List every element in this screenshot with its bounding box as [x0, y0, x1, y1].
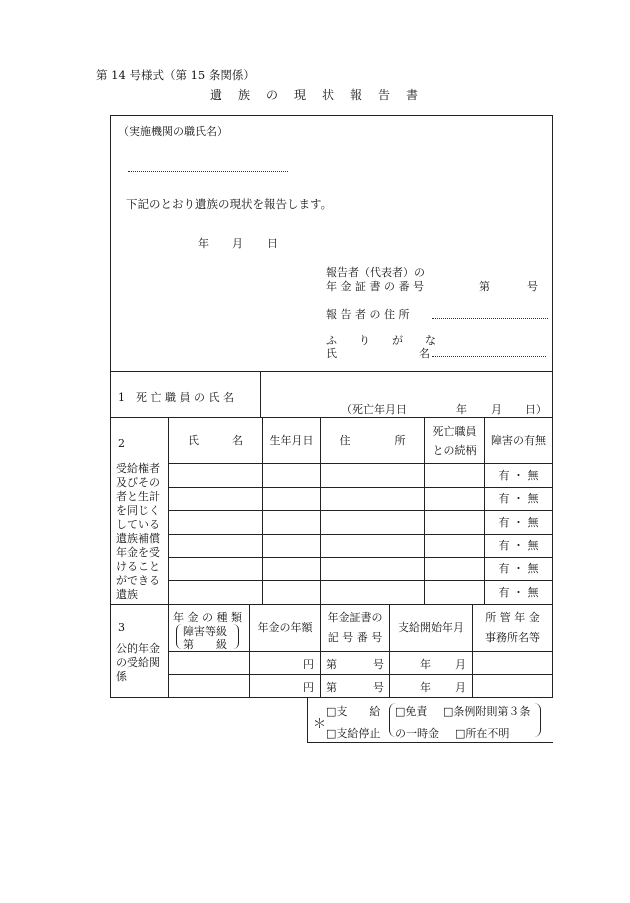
start-year-row-1: 年: [420, 658, 431, 671]
option-lump: の一時金: [395, 727, 439, 740]
date-day: 日: [267, 237, 278, 250]
cert-dai: 第: [479, 280, 490, 293]
reporter-address-label: 報 告 者 の 住 所: [326, 308, 410, 321]
cert-go-row-1: 号: [373, 658, 384, 671]
reporter-address-field[interactable]: [432, 318, 548, 319]
option-exempt[interactable]: □免責: [395, 705, 428, 718]
option-stop[interactable]: □支給停止: [326, 727, 381, 740]
start-year-row-2: 年: [420, 681, 431, 694]
col-header-start: 支給開始年月: [398, 621, 464, 635]
name-label-mei: 名: [419, 347, 430, 360]
reporter-cert-label-2: 年 金 証 書 の 番 号: [326, 280, 424, 293]
section2-number: 2: [118, 437, 125, 450]
col-header-name: 氏 名: [188, 433, 243, 447]
report-statement: 下記のとおり遺族の現状を報告します。: [126, 197, 333, 211]
option-pay[interactable]: □支 給: [326, 705, 381, 718]
col-header-grade: 障害等級: [183, 625, 227, 638]
col-header-relation: 死亡職員 との続柄: [432, 424, 477, 457]
section3-description: 公的年金 の受給関 係: [116, 642, 160, 683]
col-header-cert-number: 年金証書の 記 号 番 号: [327, 611, 383, 644]
disability-option-row-1[interactable]: 有 ・ 無: [498, 468, 539, 482]
cert-go: 号: [527, 280, 538, 293]
col-header-address: 住 所: [339, 433, 406, 447]
col-header-grade-unit: 第 級: [183, 638, 227, 651]
cert-dai-row-2: 第: [326, 681, 337, 694]
col-header-amount: 年金の年額: [257, 621, 313, 635]
option-unknown[interactable]: □所在不明: [455, 727, 510, 740]
death-date-label: （死亡年月日: [341, 403, 407, 416]
col-header-disability: 障害の有無: [491, 433, 546, 447]
section3-number: 3: [118, 621, 125, 634]
page-title: 遺 族 の 現 状 報 告 書: [209, 88, 420, 102]
disability-option-row-3[interactable]: 有 ・ 無: [498, 515, 539, 529]
disability-option-row-2[interactable]: 有 ・ 無: [498, 492, 539, 506]
amount-yen-row-1: 円: [303, 658, 314, 671]
amount-yen-row-2: 円: [303, 681, 314, 694]
date-month: 月: [232, 237, 243, 250]
start-month-row-2: 月: [455, 681, 466, 694]
death-day: 日）: [525, 403, 547, 416]
cert-dai-row-1: 第: [326, 658, 337, 671]
agency-name-line[interactable]: [128, 171, 288, 172]
deceased-name-label: 1 死 亡 職 員 の 氏 名: [118, 391, 234, 404]
asterisk-mark: ＊: [313, 717, 327, 732]
date-year: 年: [198, 237, 209, 250]
disability-option-row-4[interactable]: 有 ・ 無: [498, 539, 539, 553]
reporter-name-field[interactable]: [432, 356, 546, 357]
name-label-shi: 氏: [326, 347, 337, 360]
col-header-pension-type: 年 金 の 種 類: [173, 611, 242, 624]
option-article[interactable]: □条例附則第３条: [443, 705, 531, 718]
furigana-label: ふ り が な: [326, 334, 436, 347]
form-number: 第 14 号様式（第 15 条関係）: [96, 68, 255, 82]
disability-option-row-6[interactable]: 有 ・ 無: [498, 585, 539, 599]
col-header-office: 所 管 年 金 事務所名等: [485, 611, 540, 644]
disability-option-row-5[interactable]: 有 ・ 無: [498, 562, 539, 576]
reporter-cert-label-1: 報告者（代表者）の: [326, 266, 425, 279]
col-header-birth: 生年月日: [269, 433, 314, 447]
cert-go-row-2: 号: [373, 681, 384, 694]
death-year: 年: [456, 403, 467, 416]
start-month-row-1: 月: [455, 658, 466, 671]
section2-description: 受給権者 及びその 者と生計 を同じく している 遺族補償 年金を受 けること ができる 遺族: [116, 462, 160, 601]
death-month: 月: [491, 403, 502, 416]
agency-label: （実施機関の職氏名）: [118, 125, 228, 138]
